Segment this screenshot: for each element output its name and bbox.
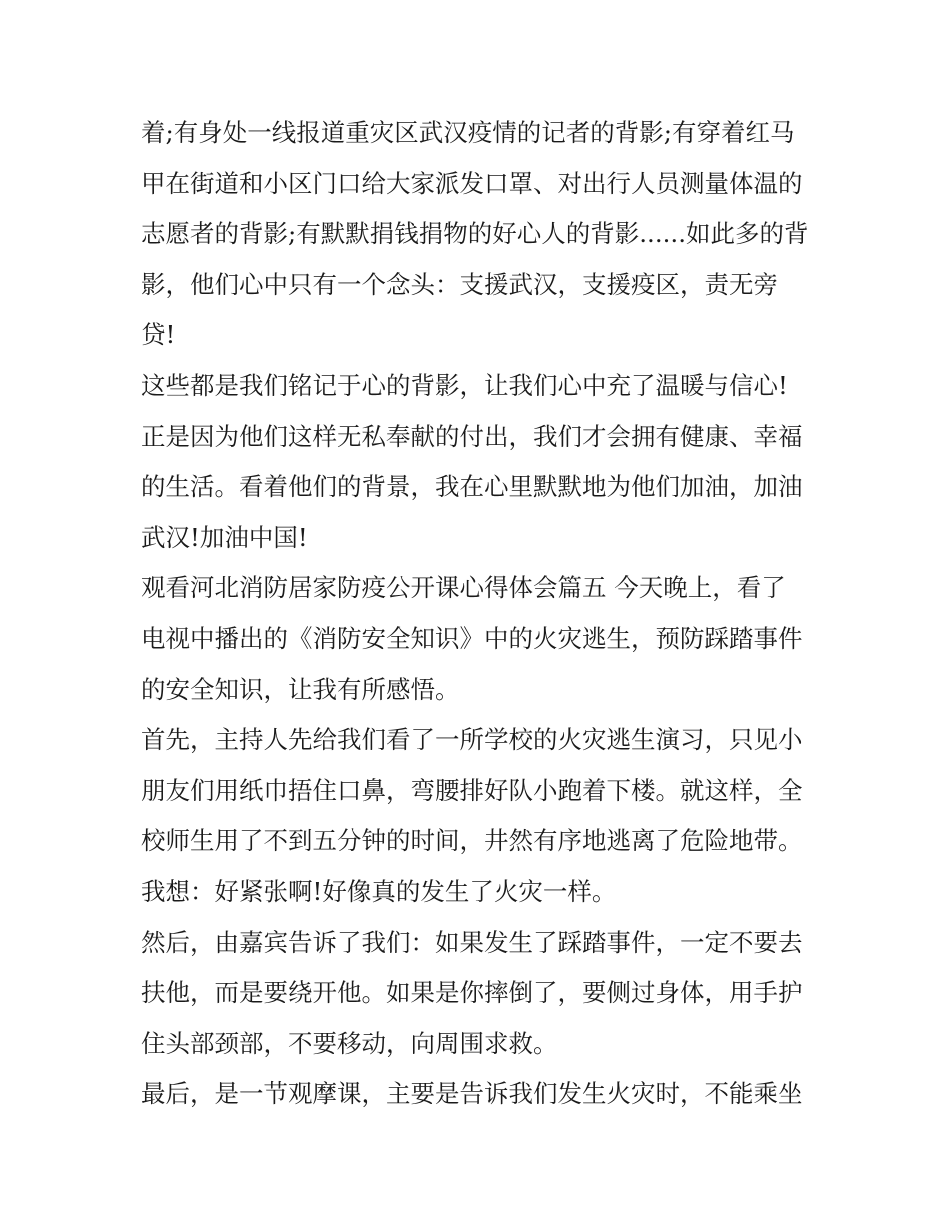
text-line: 甲在街道和小区门口给大家派发口罩、对出行人员测量体温的: [141, 168, 803, 198]
text-line: 扶他，而是要绕开他。如果是你摔倒了，要侧过身体，用手护: [141, 978, 803, 1008]
text-line: 武汉!加油中国!: [141, 522, 308, 552]
body-text: [141, 108, 821, 1120]
text-line: 朋友们用纸巾捂住口鼻，弯腰排好队小跑着下楼。就这样，全: [141, 775, 803, 805]
text-line: 正是因为他们这样无私奉献的付出，我们才会拥有健康、幸福: [141, 421, 803, 451]
text-line: 住头部颈部，不要移动，向周围求救。: [141, 1028, 558, 1058]
text-line: 这些都是我们铭记于心的背影，让我们心中充了温暖与信心!: [141, 370, 788, 400]
text-line: 我想：好紧张啊!好像真的发生了火灾一样。: [141, 876, 617, 906]
text-line: 着;有身处一线报道重灾区武汉疫情的记者的背影;有穿着红马: [141, 118, 795, 147]
text-line: 观看河北消防居家防疫公开课心得体会篇五 今天晚上，看了: [141, 573, 786, 603]
text-line: 贷!: [141, 320, 176, 350]
text-line: 校师生用了不到五分钟的时间，井然有序地逃离了危险地带。: [141, 826, 803, 856]
text-line: 然后，由嘉宾告诉了我们：如果发生了踩踏事件，一定不要去: [141, 927, 803, 957]
text-line: 的生活。看着他们的背景，我在心里默默地为他们加油，加油: [141, 472, 803, 502]
text-line: 最后，是一节观摩课，主要是告诉我们发生火灾时，不能乘坐: [141, 1079, 803, 1109]
text-line: 首先，主持人先给我们看了一所学校的火灾逃生演习，只见小: [141, 725, 803, 755]
text-line: 电视中播出的《消防安全知识》中的火灾逃生，预防踩踏事件: [141, 623, 803, 653]
text-line: 志愿者的背影;有默默捐钱捐物的好心人的背影......如此多的背: [141, 219, 809, 249]
text-line: 的安全知识，让我有所感悟。: [141, 674, 460, 704]
text-line: 影，他们心中只有一个念头：支援武汉，支援疫区，责无旁: [141, 269, 778, 299]
